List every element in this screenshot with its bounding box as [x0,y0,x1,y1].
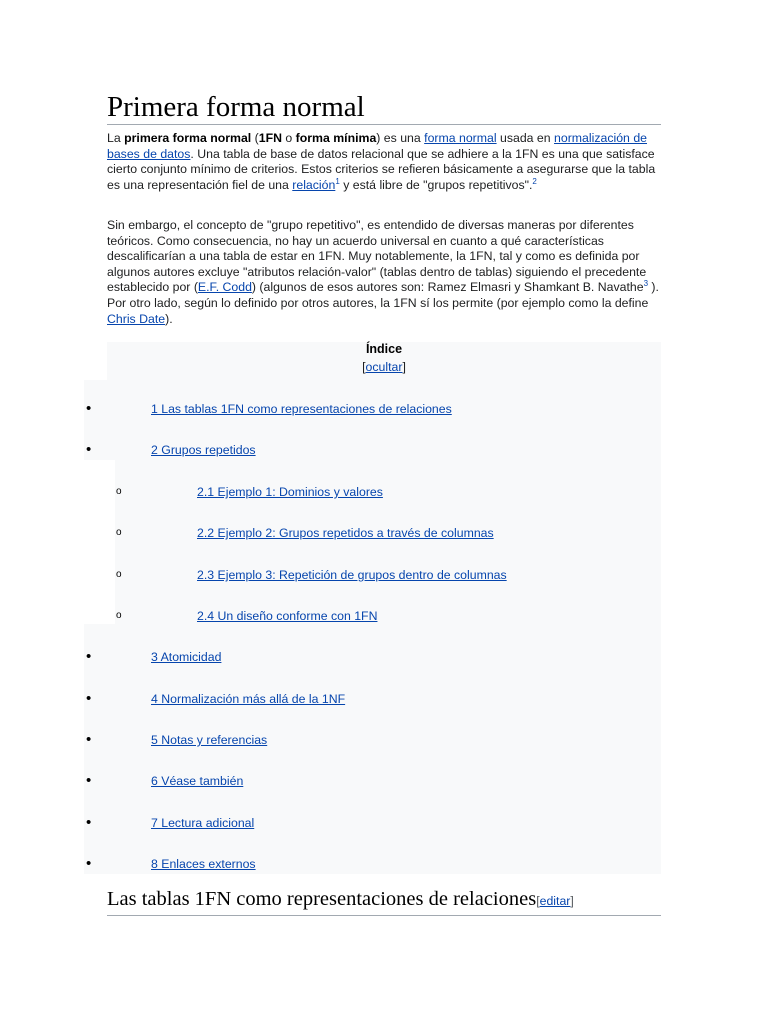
toc-link-2-1[interactable]: 2.1 Ejemplo 1: Dominios y valores [197,485,383,499]
ref-1-link[interactable]: 1 [335,176,340,186]
toc-link-1[interactable]: 1 Las tablas 1FN como representaciones de relaciones [151,402,452,416]
toc-link-2-4[interactable]: 2.4 Un diseño conforme con 1FN [197,609,378,623]
bullet-icon: • [86,690,92,707]
bullet-icon: • [86,400,92,417]
toc-title: Índice [365,342,403,356]
section-edit: [editar] [536,894,574,908]
bullet-icon: • [86,814,92,831]
toc-link-2-3[interactable]: 2.3 Ejemplo 3: Repetición de grupos dentro de columnas [197,568,507,582]
toc-link-5[interactable]: 5 Notas y referencias [151,733,268,747]
ref-2-link[interactable]: 2 [532,176,537,186]
toc-background-gap [84,460,115,624]
link-forma-normal[interactable]: forma normal [424,131,497,145]
bullet-icon: • [86,731,92,748]
circle-bullet-icon: o [116,569,122,580]
circle-bullet-icon: o [116,527,122,538]
toc-link-2[interactable]: 2 Grupos repetidos [151,443,256,457]
term-forma-minima: forma mínima [295,131,377,145]
toc-link-7[interactable]: 7 Lectura adicional [151,816,255,830]
toc-toggle: [ocultar] [362,360,406,374]
toc-link-2-2[interactable]: 2.2 Ejemplo 2: Grupos repetidos a través de columnas [197,526,494,540]
edit-section-link[interactable]: editar [539,894,571,908]
toc-link-6[interactable]: 6 Véase también [151,774,244,788]
toc-hide-link[interactable]: ocultar [365,360,403,374]
circle-bullet-icon: o [116,610,122,621]
section-heading-text: Las tablas 1FN como representaciones de relaciones [107,888,537,910]
term-1fn: 1FN [258,131,282,145]
bullet-icon: • [86,441,92,458]
bullet-icon: • [86,648,92,665]
link-normalizacion[interactable]: normalización de bases de datos [107,131,647,161]
ref-3-link[interactable]: 3 [643,279,649,289]
bullet-icon: • [86,855,92,872]
link-ef-codd[interactable]: E.F. Codd [197,280,252,295]
section-heading [107,886,661,916]
circle-bullet-icon: o [116,486,122,497]
term-primera-forma-normal: primera forma normal [124,131,252,145]
toc-link-4[interactable]: 4 Normalización más allá de la 1NF [151,692,346,706]
second-paragraph: Sin embargo, el concepto de "grupo repetitivo", es entendido de diversas maneras por diferentes teóricos. Como consecuencia, no hay un acuerdo universal en cuanto a qué características descalificarían a una tabla de estar en 1FN. Muy notablemente, la 1FN, tal y como es definida por algunos autores excluye "atributos relación-valor" (tablas dentro de tablas) siguiendo el precedente establecido por (E.F. Codd) (algunos de esos autores son: Ramez Elmasri y Shamkant B. Navathe$^3$ ). Por otro lado, según lo definido por otros autores, la 1FN sí los permite (por ejemplo como la define Chris Date). [107,218,659,326]
page-title: Primera forma normal [107,90,661,125]
bullet-icon: • [86,772,92,789]
link-chris-date[interactable]: Chris Date [107,311,166,326]
link-relacion[interactable]: relación [292,177,336,192]
toc-link-3[interactable]: 3 Atomicidad [151,650,222,664]
toc-link-8[interactable]: 8 Enlaces externos [151,857,256,871]
intro-paragraph: La primera forma normal (1FN o forma mínima) es una forma normal usada en normalización de bases de datos. Una tabla de base de datos relacional que se adhiere a la 1FN es una que satisface cierto conjunto mínimo de criterios. Estos criterios se refieren básicamente a asegurarse que la tabla es una representación fiel de una relación$^1$ y está libre de "grupos repetitivos".$^2$ [107,131,656,192]
